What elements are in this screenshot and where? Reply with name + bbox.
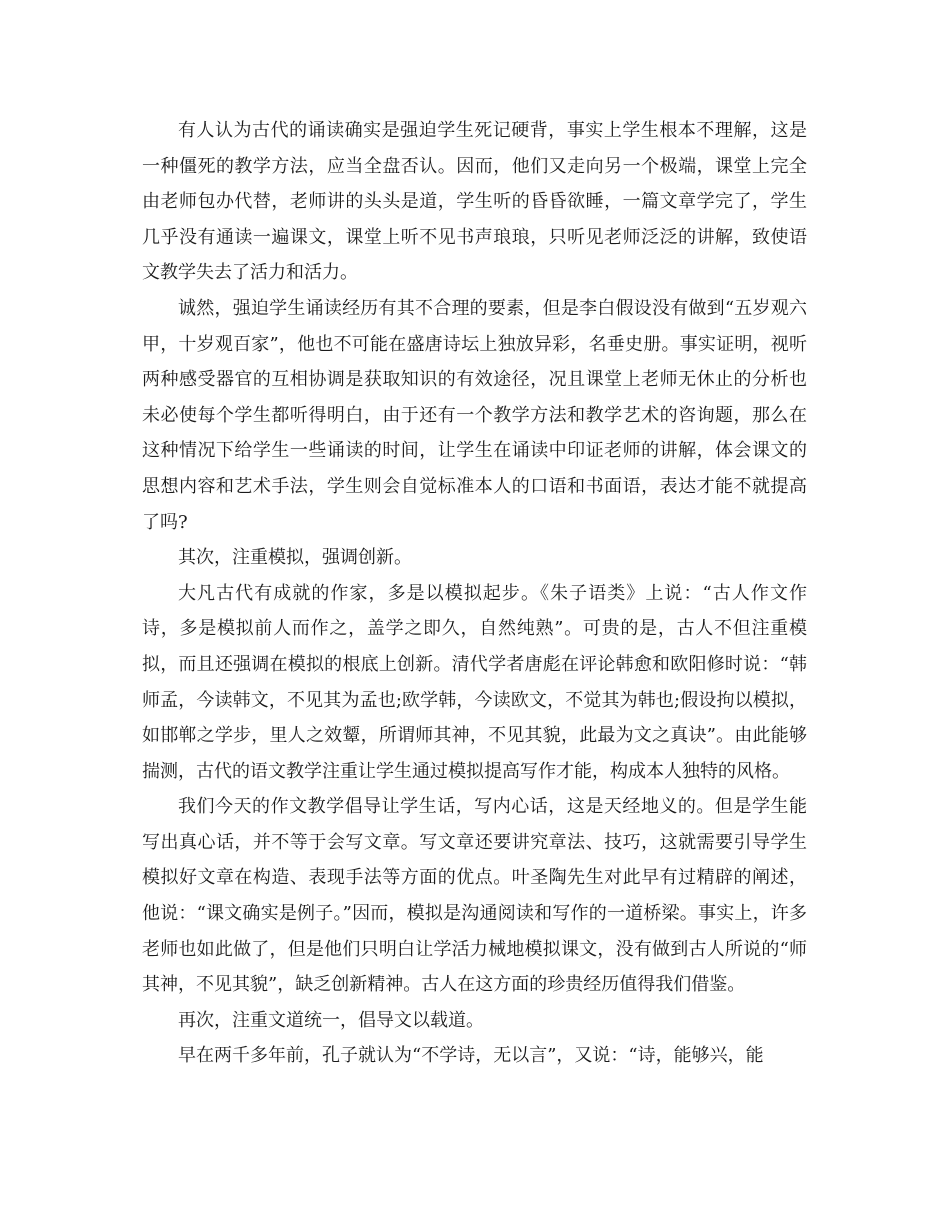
paragraph-recitation-critique: 有人认为古代的诵读确实是强迫学生死记硬背，事实上学生根本不理解，这是一种僵死的教学方法，应当全盘否认。因而，他们又走向另一个极端，课堂上完全由老师包办代替，老师讲的头头是道，学生听的昏昏欲睡，一篇文章学完了，学生几乎没有通读一遍课文，课堂上听不见书声琅琅，只听见老师泛泛的讲解，致使语文教学失去了活力和活力。 [142, 120, 807, 284]
paragraph-heading-imitation: 其次，注重模拟，强调创新。 [178, 547, 412, 569]
document-body [142, 113, 807, 1074]
paragraph-ancient-writers-imitation: 大凡古代有成就的作家，多是以模拟起步。《朱子语类》上说：“古人作文作诗，多是模拟前人而作之，盖学之即久，自然纯熟”。可贵的是，古人不但注重模拟，而且还强调在模拟的根底上创新。清代学者唐彪在评论韩愈和欧阳修时说：“韩师孟，今读韩文，不见其为孟也;欧学韩，今读欧文，不觉其为韩也;假设拘以模拟，如邯郸之学步，里人之效颦，所谓师其神，不见其貌，此最为文之真诀”。由此能够揣测，古代的语文教学注重让学生通过模拟提高写作才能，构成本人独特的风格。 [142, 582, 807, 782]
paragraph-li-bai-example: 诚然，强迫学生诵读经历有其不合理的要素，但是李白假设没有做到“五岁观六甲，十岁观百家”，他也不可能在盛唐诗坛上独放异彩，名垂史册。事实证明，视听两种感受器官的互相协调是获取知识的有效途径，况且课堂上老师无休止的分析也未必使每个学生都听得明白，由于还有一个教学方法和教学艺术的咨询题，那么在这种情况下给学生一些诵读的时间，让学生在诵读中印证老师的讲解，体会课文的思想内容和艺术手法，学生则会自觉标准本人的口语和书面语，表达才能不就提高了吗? [142, 297, 807, 533]
paragraph-confucius: 早在两千多年前，孔子就认为“不学诗，无以言”，又说：“诗，能够兴，能 [178, 1045, 764, 1067]
paragraph-heading-wen-dao: 再次，注重文道统一，倡导文以载道。 [178, 1009, 484, 1031]
paragraph-modern-composition: 我们今天的作文教学倡导让学生话，写内心话，这是天经地义的。但是学生能写出真心话，并不等于会写文章。写文章还要讲究章法、技巧，这就需要引导学生模拟好文章在构造、表现手法等方面的优点。叶圣陶先生对此早有过精辟的阐述，他说：“课文确实是例子。”因而，模拟是沟通阅读和写作的一道桥梁。事实上，许多老师也如此做了，但是他们只明白让学活力械地模拟课文，没有做到古人所说的“师其神，不见其貌”，缺乏创新精神。古人在这方面的珍贵经历值得我们借鉴。 [142, 796, 807, 996]
